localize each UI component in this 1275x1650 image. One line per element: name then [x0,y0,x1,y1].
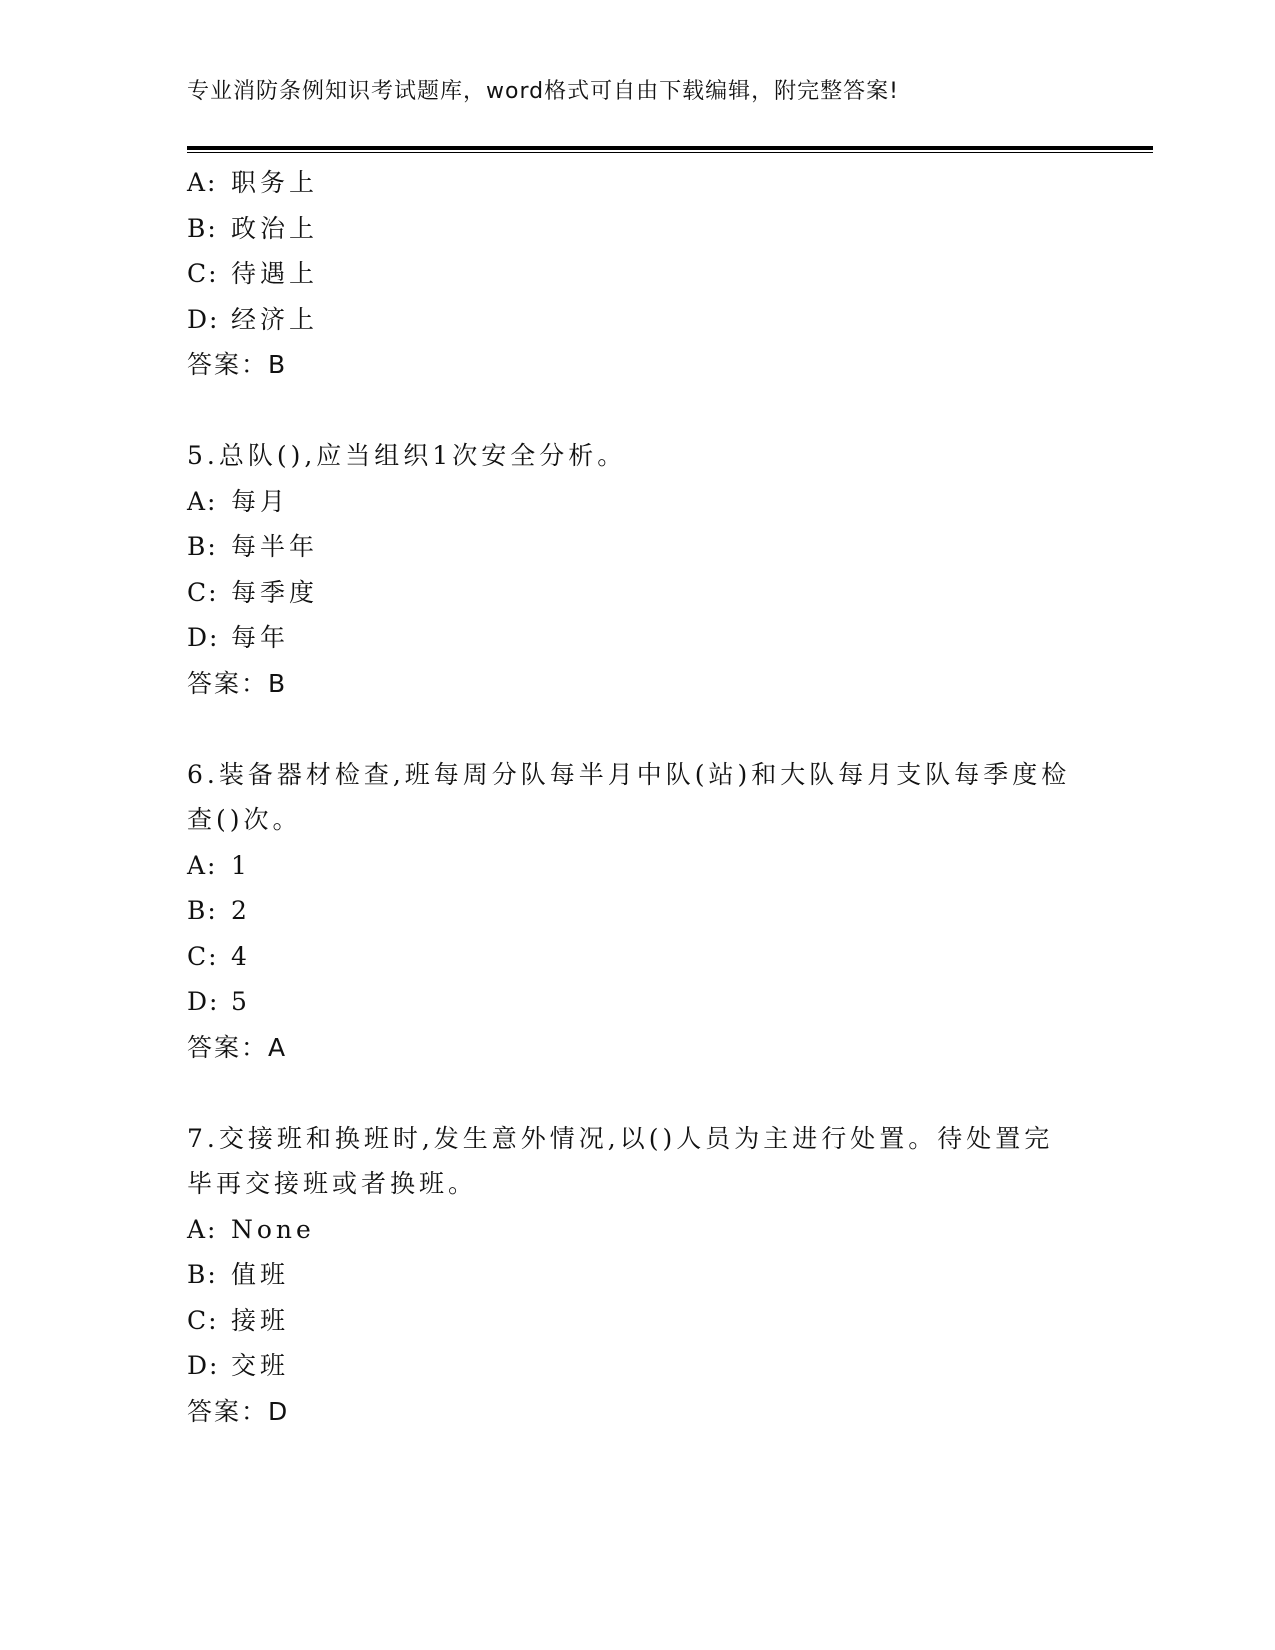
answer-line: 答案：A [187,1032,288,1062]
option-text: None [231,1214,315,1244]
question-stem-line-1: 7.交接班和换班时,发生意外情况,以()人员为主进行处置。待处置完 [187,1123,1054,1153]
option-a [187,843,1087,889]
option-c [187,251,1087,297]
option-text: 职务上 [231,168,319,197]
option-letter: C: [187,259,219,288]
option-text: 交班 [231,1351,290,1380]
option-letter: D: [187,1351,220,1380]
option-letter: B: [187,213,218,243]
question-stem: 5.总队(),应当组织1次安全分析。 [187,441,627,470]
option-text: 每季度 [231,577,319,607]
option-letter: A: [187,486,218,516]
option-a [187,479,1087,525]
option-text: 4 [231,941,251,971]
option-text: 1 [231,850,251,880]
option-d [187,979,1087,1025]
option-text: 政治上 [231,213,319,243]
page-header: 专业消防条例知识考试题库，word格式可自由下载编辑，附完整答案! [187,79,899,104]
option-b [187,524,1087,570]
option-letter: C: [187,941,219,971]
option-b [187,888,1087,934]
option-letter: A: [187,168,218,197]
spacer [187,388,1087,434]
option-text: 2 [231,896,251,925]
option-letter: D: [187,623,220,652]
answer-line: 答案：D [187,1396,290,1426]
answer-line: 答案：B [187,668,288,698]
header-divider-thin [187,152,1153,153]
option-letter: B: [187,532,218,561]
option-d [187,615,1087,661]
option-letter: D: [187,987,220,1016]
option-letter: B: [187,1260,218,1289]
option-d [187,297,1087,343]
option-c [187,570,1087,616]
question-6 [187,752,1087,1071]
option-text: 每半年 [231,532,319,561]
option-text: 每月 [231,486,290,516]
option-b [187,206,1087,252]
option-text: 接班 [231,1305,290,1335]
option-text: 待遇上 [231,259,319,288]
question-stem-line-1: 6.装备器材检查,班每周分队每半月中队(站)和大队每月支队每季度检 [187,759,1071,789]
option-letter: C: [187,577,219,607]
spacer [187,706,1087,752]
option-letter: B: [187,896,218,925]
option-text: 值班 [231,1260,290,1289]
option-text: 经济上 [231,304,319,334]
option-c [187,934,1087,980]
question-list [187,160,1087,1434]
answer-line: 答案：B [187,350,288,379]
option-letter: A: [187,1214,218,1244]
option-a [187,160,1087,206]
question-4 [187,160,1087,388]
option-a [187,1207,1087,1253]
question-7 [187,1116,1087,1435]
question-5 [187,433,1087,706]
option-letter: A: [187,850,218,880]
option-text: 每年 [231,623,290,652]
option-d [187,1343,1087,1389]
header-divider-thick [187,146,1153,150]
question-stem-line-2: 毕再交接班或者换班。 [187,1169,478,1198]
spacer [187,1070,1087,1116]
option-letter: D: [187,304,220,334]
option-b [187,1252,1087,1298]
option-letter: C: [187,1305,219,1335]
option-text: 5 [231,987,251,1016]
option-c [187,1298,1087,1344]
question-stem-line-2: 查()次。 [187,805,302,834]
